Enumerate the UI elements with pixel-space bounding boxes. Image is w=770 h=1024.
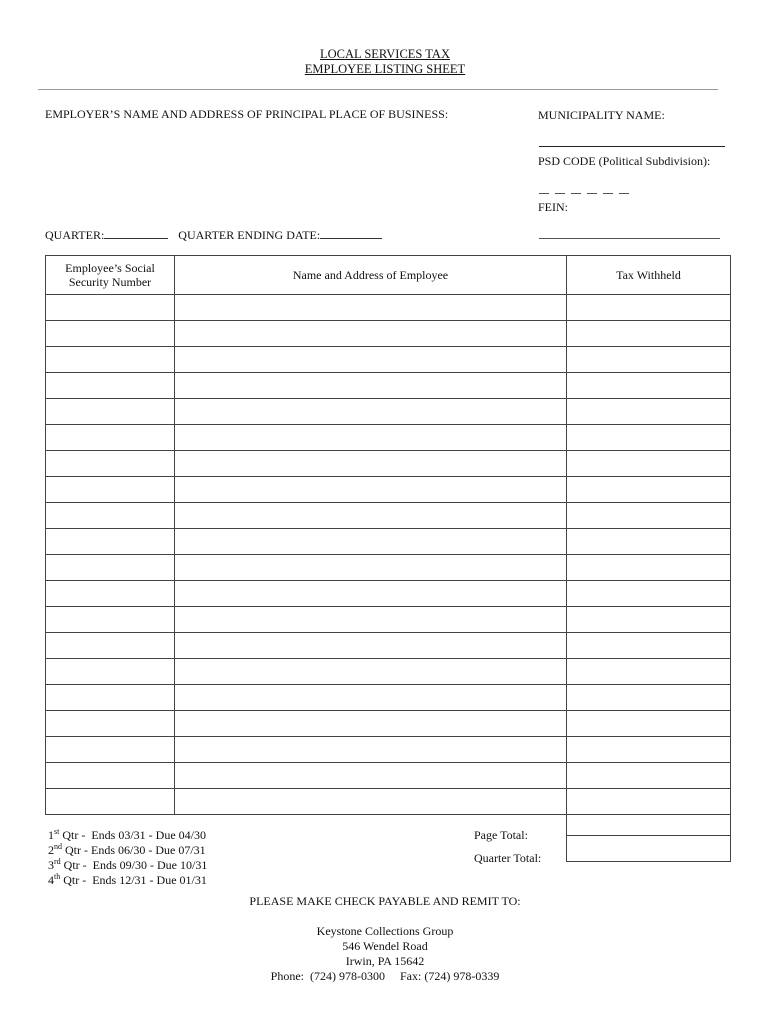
name-address-cell[interactable] [175, 347, 567, 373]
quarter-ending-field[interactable] [320, 227, 382, 239]
employee-table [45, 255, 731, 815]
municipality-label: MUNICIPALITY NAME: [538, 108, 665, 122]
name-address-cell[interactable] [175, 503, 567, 529]
quarter-label: QUARTER: [45, 228, 105, 242]
ssn-cell[interactable] [46, 555, 175, 581]
name-address-cell[interactable] [175, 711, 567, 737]
quarter-total-field[interactable] [567, 836, 731, 862]
table-row [46, 659, 731, 685]
tax-withheld-cell[interactable] [567, 373, 731, 399]
psd-code-field[interactable] [539, 185, 635, 200]
remit-company: Keystone Collections Group [316, 924, 454, 938]
quarter-total-label: Quarter Total: [474, 851, 542, 865]
table-row [46, 529, 731, 555]
table-header-row [46, 256, 731, 295]
table-row [46, 555, 731, 581]
tax-withheld-column-header: Tax Withheld [567, 256, 731, 295]
name-address-cell[interactable] [175, 685, 567, 711]
remit-city: Irwin, PA 15642 [345, 954, 425, 968]
page-total-label: Page Total: [474, 828, 528, 842]
table-row [46, 295, 731, 321]
employer-label: EMPLOYER’S NAME AND ADDRESS OF PRINCIPAL PLACE OF BUSINESS: [45, 107, 449, 121]
table-row [46, 685, 731, 711]
table-row [46, 321, 731, 347]
tax-withheld-cell[interactable] [567, 581, 731, 607]
ssn-cell[interactable] [46, 633, 175, 659]
ssn-column-header: Employee’s Social Security Number [46, 256, 175, 295]
quarter-ending-label: QUARTER ENDING DATE: [178, 228, 321, 242]
fein-field[interactable] [539, 238, 720, 239]
table-row [46, 633, 731, 659]
name-address-cell[interactable] [175, 659, 567, 685]
name-address-cell[interactable] [175, 295, 567, 321]
tax-withheld-cell[interactable] [567, 763, 731, 789]
quarter-schedule-item: 1st Qtr - Ends 03/31 - Due 04/30 [48, 827, 206, 842]
tax-withheld-cell[interactable] [567, 633, 731, 659]
ssn-cell[interactable] [46, 711, 175, 737]
table-row [46, 347, 731, 373]
tax-withheld-cell[interactable] [567, 347, 731, 373]
tax-withheld-cell[interactable] [567, 503, 731, 529]
table-row [46, 607, 731, 633]
table-row [46, 763, 731, 789]
ssn-cell[interactable] [46, 529, 175, 555]
table-row [46, 477, 731, 503]
form-title-line1: LOCAL SERVICES TAX [320, 47, 450, 61]
tax-withheld-cell[interactable] [567, 737, 731, 763]
quarter-row [45, 227, 382, 243]
tax-withheld-cell[interactable] [567, 451, 731, 477]
page-total-field[interactable] [567, 810, 731, 836]
tax-withheld-cell[interactable] [567, 685, 731, 711]
quarter-schedule-item: 4th Qtr - Ends 12/31 - Due 01/31 [48, 872, 207, 887]
psd-code-label: PSD CODE (Political Subdivision): [538, 154, 711, 168]
name-address-cell[interactable] [175, 425, 567, 451]
ssn-cell[interactable] [46, 295, 175, 321]
ssn-cell[interactable] [46, 763, 175, 789]
ssn-cell[interactable] [46, 737, 175, 763]
fein-label: FEIN: [538, 200, 568, 214]
table-row [46, 425, 731, 451]
ssn-cell[interactable] [46, 581, 175, 607]
tax-withheld-cell[interactable] [567, 321, 731, 347]
tax-withheld-cell[interactable] [567, 425, 731, 451]
name-address-cell[interactable] [175, 763, 567, 789]
name-address-cell[interactable] [175, 607, 567, 633]
tax-withheld-cell[interactable] [567, 399, 731, 425]
name-address-cell[interactable] [175, 451, 567, 477]
tax-withheld-cell[interactable] [567, 295, 731, 321]
tax-withheld-cell[interactable] [567, 529, 731, 555]
form-title-line2: EMPLOYEE LISTING SHEET [304, 62, 466, 76]
quarter-schedule-item: 2nd Qtr - Ends 06/30 - Due 07/31 [48, 842, 206, 857]
ssn-cell[interactable] [46, 477, 175, 503]
name-address-cell[interactable] [175, 321, 567, 347]
municipality-field[interactable] [539, 146, 725, 147]
remit-street: 546 Wendel Road [342, 939, 428, 953]
tax-withheld-cell[interactable] [567, 555, 731, 581]
tax-withheld-cell[interactable] [567, 607, 731, 633]
table-row [46, 451, 731, 477]
remit-heading: PLEASE MAKE CHECK PAYABLE AND REMIT TO: [249, 894, 521, 908]
ssn-cell[interactable] [46, 451, 175, 477]
name-address-cell[interactable] [175, 581, 567, 607]
table-row [46, 711, 731, 737]
table-row [46, 581, 731, 607]
name-address-cell[interactable] [175, 737, 567, 763]
quarter-schedule-item: 3rd Qtr - Ends 09/30 - Due 10/31 [48, 857, 208, 872]
ssn-cell[interactable] [46, 425, 175, 451]
ssn-cell[interactable] [46, 503, 175, 529]
name-address-cell[interactable] [175, 373, 567, 399]
tax-withheld-cell[interactable] [567, 477, 731, 503]
tax-withheld-cell[interactable] [567, 711, 731, 737]
name-address-cell[interactable] [175, 633, 567, 659]
ssn-cell[interactable] [46, 347, 175, 373]
name-address-cell[interactable] [175, 789, 567, 815]
name-address-column-header: Name and Address of Employee [175, 256, 567, 295]
table-row [46, 737, 731, 763]
ssn-cell[interactable] [46, 685, 175, 711]
tax-withheld-cell[interactable] [567, 659, 731, 685]
table-row [46, 373, 731, 399]
header-divider [38, 89, 718, 90]
ssn-cell[interactable] [46, 399, 175, 425]
table-row [46, 503, 731, 529]
name-address-cell[interactable] [175, 399, 567, 425]
totals-table [566, 810, 731, 862]
name-address-cell[interactable] [175, 555, 567, 581]
table-row [46, 399, 731, 425]
name-address-cell[interactable] [175, 529, 567, 555]
ssn-cell[interactable] [46, 607, 175, 633]
ssn-cell[interactable] [46, 321, 175, 347]
remit-phone-fax: Phone: (724) 978-0300 Fax: (724) 978-0339 [270, 969, 500, 983]
name-address-cell[interactable] [175, 477, 567, 503]
quarter-field[interactable] [104, 227, 168, 239]
ssn-cell[interactable] [46, 373, 175, 399]
ssn-cell[interactable] [46, 659, 175, 685]
ssn-cell[interactable] [46, 789, 175, 815]
